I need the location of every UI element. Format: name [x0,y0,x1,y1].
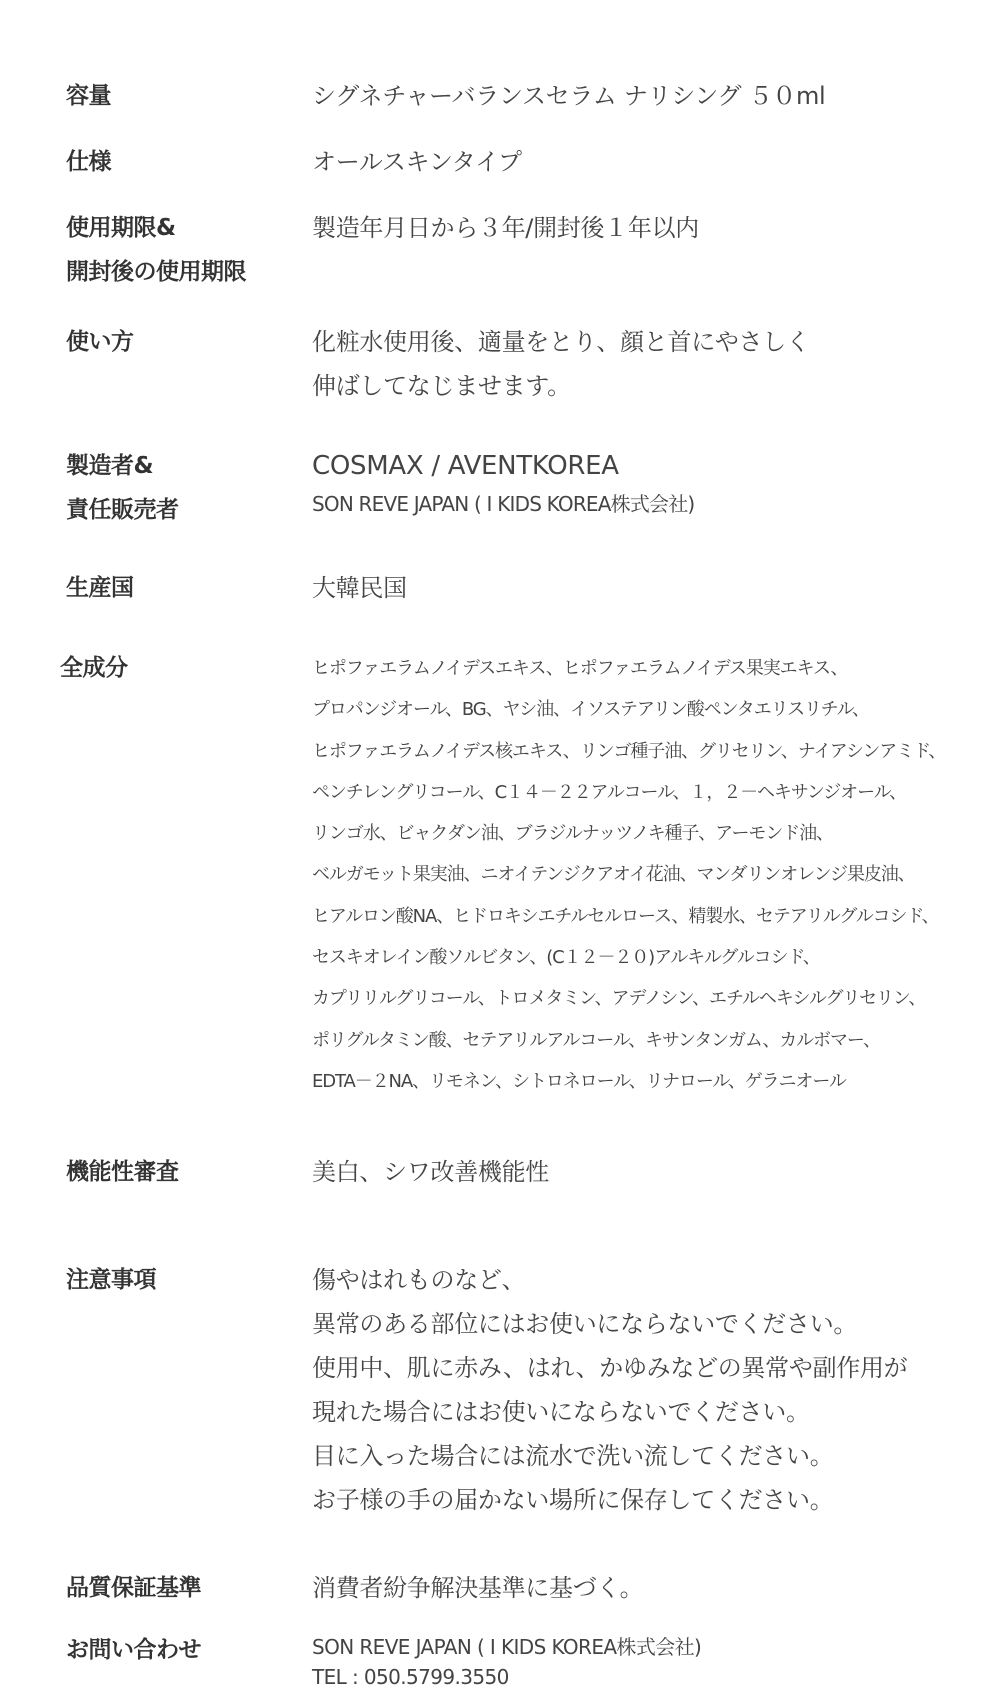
label-origin: 生産国 [66,575,134,601]
value-manufacturer: COSMAX / AVENTKOREA SON REVE JAPAN ( I KIDS KOREA株式会社) [312,451,695,516]
value-usage: 化粧水使用後、適量をとり、顔と首にやさしく 伸ばしてなじませます。 [312,328,810,400]
label-contact: お問い合わせ [66,1637,201,1663]
value-capacity: シグネチャーバランスセラム ナリシング ５０ml [312,82,826,110]
label-usage: 使い方 [66,329,134,355]
label-expiry: 使用期限& 開封後の使用期限 [66,215,246,285]
value-precautions: 傷やはれものなど、 異常のある部位にはお使いにならないでください。 使用中、肌に赤み、はれ、かゆみなどの異常や副作用が 現れた場合にはお使いにならないでください。 目に入った場合には流水で洗い流してください。 お子様の手の届かない場所に保存してください。 [312,1266,908,1514]
value-expiry: 製造年月日から３年/開封後１年以内 [312,214,699,242]
label-capacity: 容量 [66,83,111,109]
label-precautions: 注意事項 [66,1267,156,1293]
label-manufacturer: 製造者& 責任販売者 [66,453,179,523]
value-functional-review: 美白、シワ改善機能性 [312,1158,549,1186]
value-ingredients: ヒポファエラムノイデスエキス、ヒポファエラムノイデス果実エキス、 プロパンジオール、BG、ヤシ油、イソステアリン酸ペンタエリスリチル、 ヒポファエラムノイデス核エキス、リンゴ種子油、グリセリン、ナイアシンアミド、 ペンチレングリコール、C１４－２２アルコール、１，２－ヘキサンジオール、 リンゴ水、ビャクダン油、ブラジルナッツノキ種子、アーモンド油、 ベルガモット果実油、ニオイテンジクアオイ花油、マンダリンオレンジ果皮油、 ヒアルロン酸NA、ヒドロキシエチルセルロース、精製水、セテアリルグルコシド、 セスキオレイン酸ソルビタン、(C１２－２０)アルキルグルコシド、 カプリリルグリコール、トロメタミン、アデノシン、エチルヘキシルグリセリン、 ポリグルタミン酸、セテアリルアルコール、キサンタンガム、カルボマー、 EDTA－２NA、リモネン、シトロネロール、リナロール、ゲラニオール [312,658,946,1092]
value-quality-standard: 消費者紛争解決基準に基づく。 [312,1574,644,1602]
value-spec: オールスキンタイプ [312,148,522,176]
value-origin: 大韓民国 [312,574,407,602]
label-quality-standard: 品質保証基準 [66,1575,201,1601]
label-functional-review: 機能性審査 [66,1159,179,1185]
label-spec: 仕様 [66,149,111,175]
label-ingredients: 全成分 [60,655,128,681]
value-contact: SON REVE JAPAN ( I KIDS KOREA株式会社) TEL : 050.5799.3550 [312,1635,702,1689]
